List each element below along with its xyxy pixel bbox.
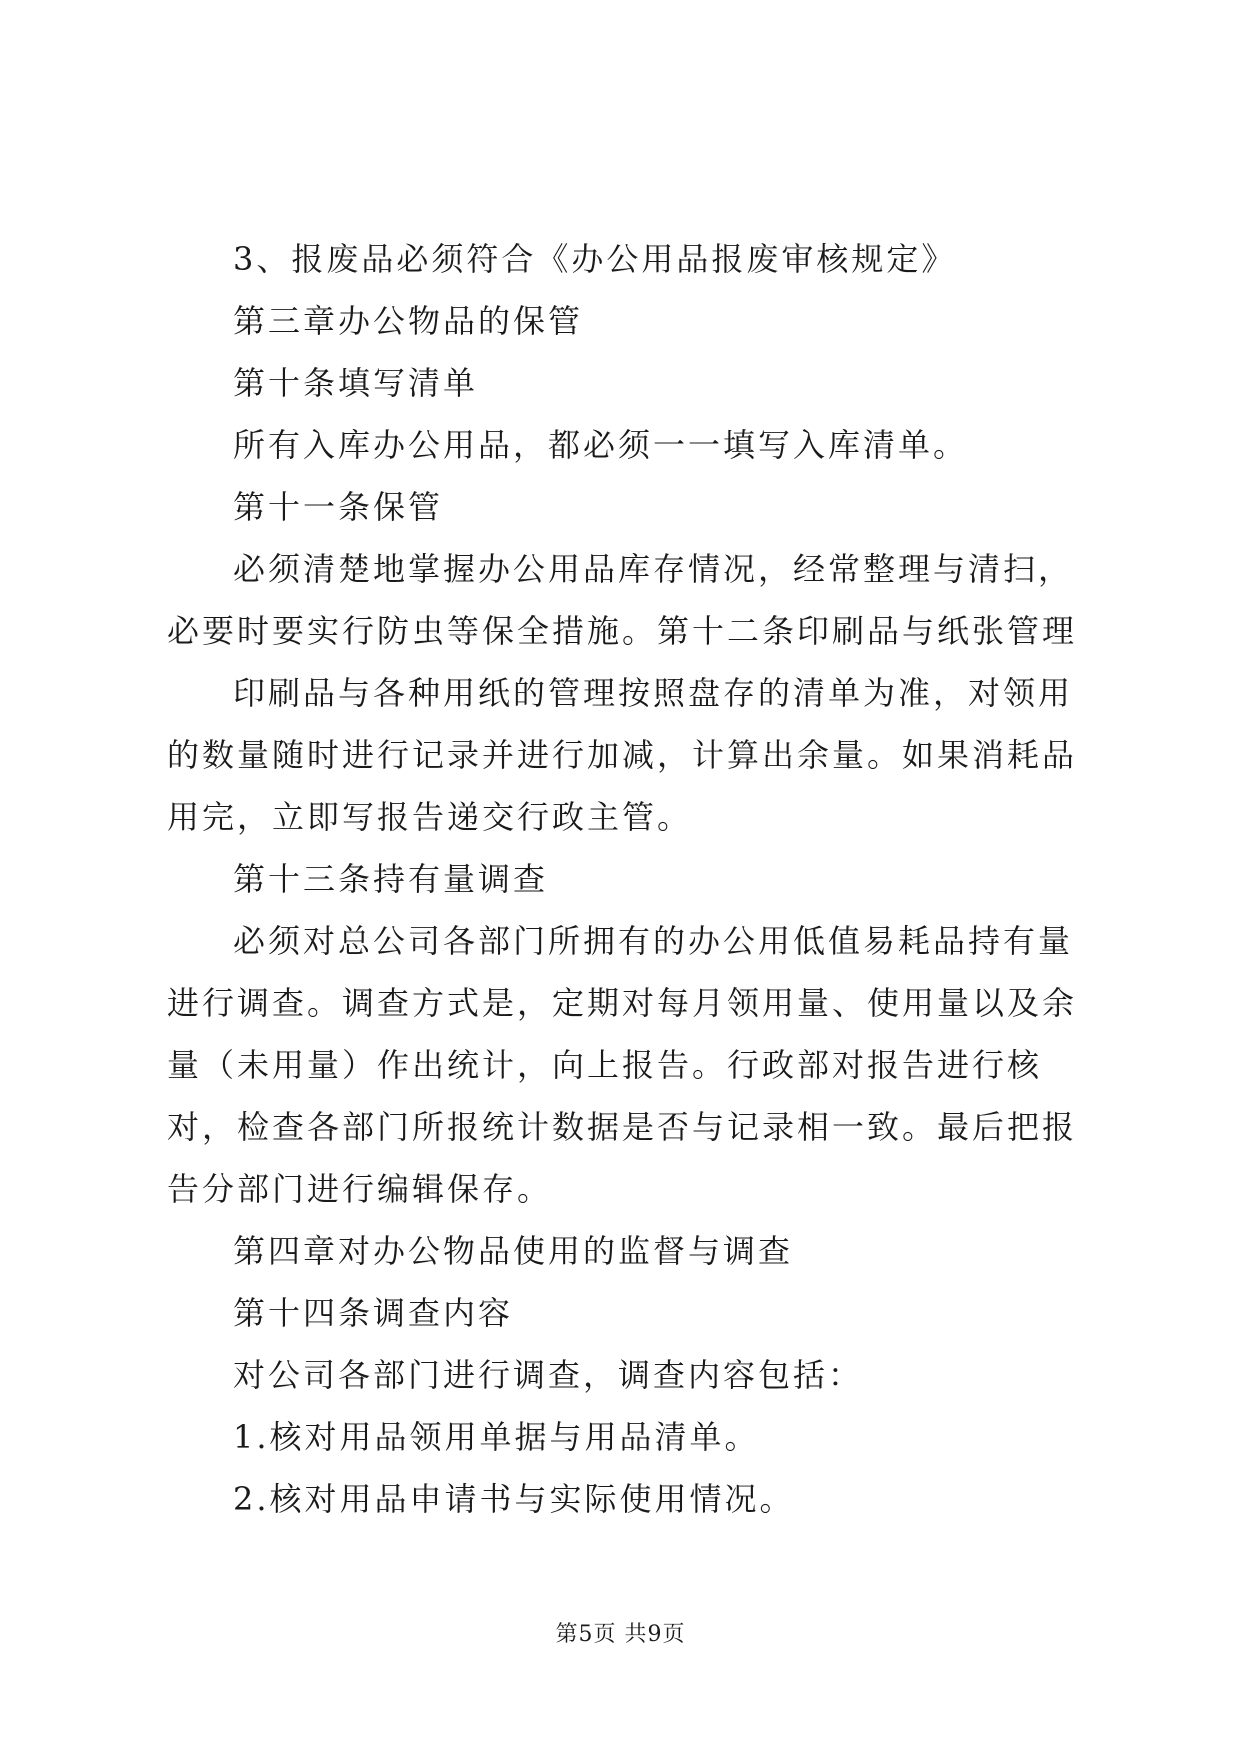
chapter-3-heading: 第三章办公物品的保管 xyxy=(233,302,584,340)
article-13-heading: 第十三条持有量调查 xyxy=(233,860,549,898)
article-12-body: 印刷品与各种用纸的管理按照盘存的清单为准，对领用的数量随时进行记录并进行加减，计算出余量。如果消耗品用完，立即写报告递交行政主管。 xyxy=(167,674,1078,836)
article-11-heading: 第十一条保管 xyxy=(233,488,444,526)
chapter-4-heading: 第四章对办公物品使用的监督与调查 xyxy=(233,1232,794,1270)
paragraph-scrap-rule: 3、报废品必须符合《办公用品报废审核规定》 xyxy=(233,240,957,278)
document-body xyxy=(167,228,1085,1530)
article-11-body: 必须清楚地掌握办公用品库存情况，经常整理与清扫，必要时要实行防虫等保全措施。第十二条印刷品与纸张管理 xyxy=(167,550,1078,650)
article-13-body: 必须对总公司各部门所拥有的办公用低值易耗品持有量进行调查。调查方式是，定期对每月领用量、使用量以及余量（未用量）作出统计，向上报告。行政部对报告进行核对，检查各部门所报统计数据是否与记录相一致。最后把报告分部门进行编辑保存。 xyxy=(167,922,1078,1208)
page-footer xyxy=(0,1617,1241,1648)
article-14-item-2: 2.核对用品申请书与实际使用情况。 xyxy=(233,1480,795,1518)
article-10-body: 所有入库办公用品，都必须一一填写入库清单。 xyxy=(233,426,969,464)
article-14-heading: 第十四条调查内容 xyxy=(233,1294,514,1332)
article-14-item-1: 1.核对用品领用单据与用品清单。 xyxy=(233,1418,760,1456)
article-10-heading: 第十条填写清单 xyxy=(233,364,479,402)
page-number: 第5页 共9页 xyxy=(555,1622,686,1647)
article-14-intro: 对公司各部门进行调查，调查内容包括： xyxy=(233,1356,864,1394)
